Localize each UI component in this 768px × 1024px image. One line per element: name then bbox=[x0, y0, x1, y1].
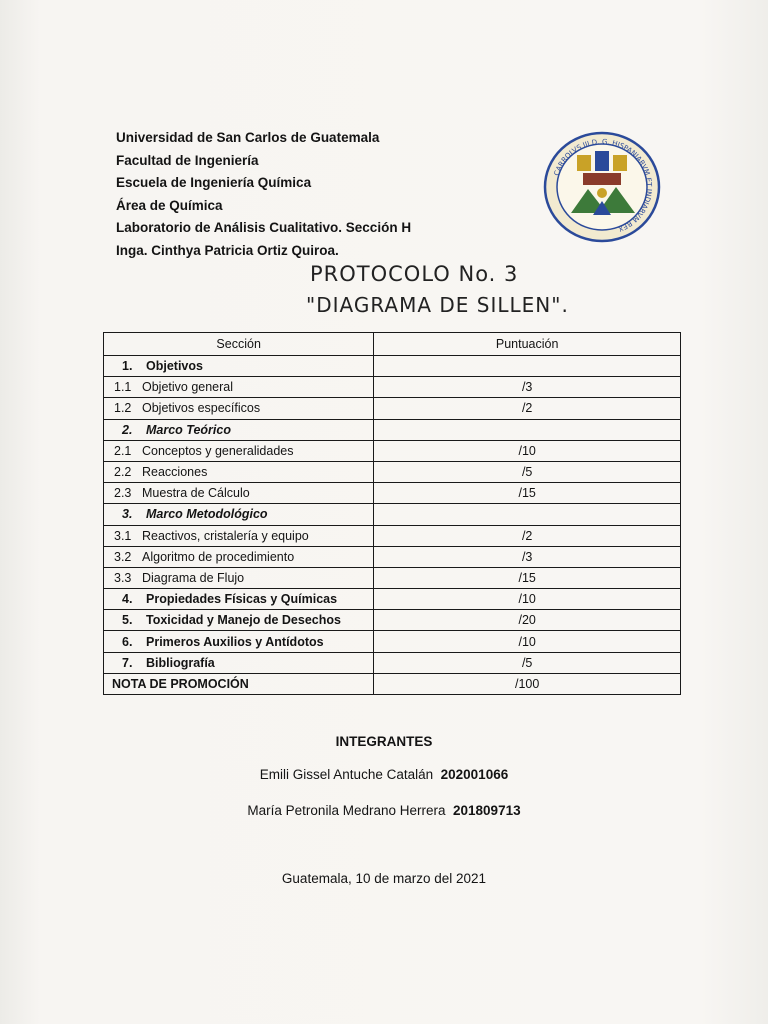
row-number: 2.2 bbox=[114, 465, 132, 480]
row-number: 4. bbox=[122, 592, 133, 607]
area-name: Área de Química bbox=[116, 197, 223, 213]
row-label: Toxicidad y Manejo de Desechos bbox=[146, 613, 341, 628]
protocol-number: PROTOCOLO No. 3 bbox=[310, 262, 519, 286]
row-score: /3 bbox=[374, 377, 681, 398]
table-row bbox=[104, 440, 681, 461]
table-row bbox=[104, 356, 681, 377]
table-row bbox=[104, 398, 681, 419]
member-id: 201809713 bbox=[453, 803, 521, 818]
row-label: Reactivos, cristalería y equipo bbox=[142, 528, 309, 543]
row-number: 3.2 bbox=[114, 549, 132, 564]
row-number: 2. bbox=[122, 422, 133, 437]
table-row bbox=[104, 589, 681, 610]
institution-header bbox=[116, 127, 516, 262]
row-score: /10 bbox=[374, 440, 681, 461]
row-number: 2.1 bbox=[114, 443, 132, 458]
table-row bbox=[104, 567, 681, 588]
row-score bbox=[374, 504, 681, 525]
row-score: /10 bbox=[374, 631, 681, 652]
faculty-name: Facultad de Ingeniería bbox=[116, 152, 259, 168]
row-number: 6. bbox=[122, 634, 133, 649]
members-heading: INTEGRANTES bbox=[335, 734, 433, 749]
row-score: /15 bbox=[374, 483, 681, 504]
row-label: Algoritmo de procedimiento bbox=[142, 549, 295, 564]
row-score bbox=[374, 356, 681, 377]
row-score bbox=[374, 419, 681, 440]
row-label: Conceptos y generalidades bbox=[142, 443, 294, 458]
row-number: 1.1 bbox=[114, 380, 132, 395]
grading-table bbox=[103, 332, 681, 695]
row-number: 2.3 bbox=[114, 486, 132, 501]
table-row bbox=[104, 419, 681, 440]
university-name: Universidad de San Carlos de Guatemala bbox=[116, 130, 380, 145]
row-label: Diagrama de Flujo bbox=[142, 570, 245, 585]
row-score: /2 bbox=[374, 398, 681, 419]
member-name: Emili Gissel Antuche Catalán bbox=[259, 767, 434, 782]
row-number: 3. bbox=[122, 507, 133, 522]
row-label: Objetivos bbox=[146, 359, 203, 374]
table-row bbox=[104, 483, 681, 504]
row-number: 3.3 bbox=[114, 570, 132, 585]
row-number: 1.2 bbox=[114, 401, 132, 416]
row-label: Primeros Auxilios y Antídotos bbox=[146, 634, 324, 649]
member-entry bbox=[0, 803, 768, 818]
row-label: Objetivo general bbox=[142, 380, 234, 395]
row-score: /20 bbox=[374, 610, 681, 631]
row-number: 7. bbox=[122, 655, 133, 670]
row-score: /5 bbox=[374, 461, 681, 482]
member-name: María Petronila Medrano Herrera bbox=[247, 803, 446, 818]
instructor-name: Inga. Cinthya Patricia Ortiz Quiroa. bbox=[116, 242, 339, 258]
table-row bbox=[104, 652, 681, 673]
university-seal bbox=[543, 131, 661, 243]
table-row bbox=[104, 610, 681, 631]
table-row bbox=[104, 377, 681, 398]
row-label: Marco Teórico bbox=[146, 422, 231, 437]
table-row bbox=[104, 525, 681, 546]
row-number: 1. bbox=[122, 359, 133, 374]
row-label: Propiedades Físicas y Químicas bbox=[146, 592, 338, 607]
row-number: 5. bbox=[122, 613, 133, 628]
member-id: 202001066 bbox=[440, 767, 509, 782]
row-label: Marco Metodológico bbox=[146, 507, 268, 522]
row-label: Bibliografía bbox=[146, 655, 215, 670]
row-label: Muestra de Cálculo bbox=[142, 486, 250, 501]
document-date: Guatemala, 10 de marzo del 2021 bbox=[281, 871, 487, 886]
total-score: /100 bbox=[374, 673, 681, 694]
laboratory-name: Laboratorio de Análisis Cualitativo. Sección H bbox=[116, 220, 412, 235]
row-label: Reacciones bbox=[142, 465, 208, 480]
row-number: 3.1 bbox=[114, 528, 132, 543]
table-row bbox=[104, 461, 681, 482]
protocol-title: "DIAGRAMA DE SILLEN". bbox=[306, 293, 569, 317]
row-score: /3 bbox=[374, 546, 681, 567]
row-label: Objetivos específicos bbox=[142, 401, 261, 416]
row-score: /10 bbox=[374, 589, 681, 610]
table-header-row bbox=[104, 333, 681, 356]
table-row bbox=[104, 631, 681, 652]
seal-text: CARROLVS III D. G. HISPANIARVM ET INDIARVM REX bbox=[552, 137, 654, 233]
total-label: NOTA DE PROMOCIÓN bbox=[104, 673, 374, 694]
table-row bbox=[104, 546, 681, 567]
table-total-row bbox=[104, 673, 681, 694]
column-header-section: Sección bbox=[104, 333, 374, 356]
row-score: /15 bbox=[374, 567, 681, 588]
column-header-score: Puntuación bbox=[374, 333, 681, 356]
table-row bbox=[104, 504, 681, 525]
school-name: Escuela de Ingeniería Química bbox=[116, 175, 312, 190]
row-score: /2 bbox=[374, 525, 681, 546]
row-score: /5 bbox=[374, 652, 681, 673]
member-entry bbox=[0, 767, 768, 782]
